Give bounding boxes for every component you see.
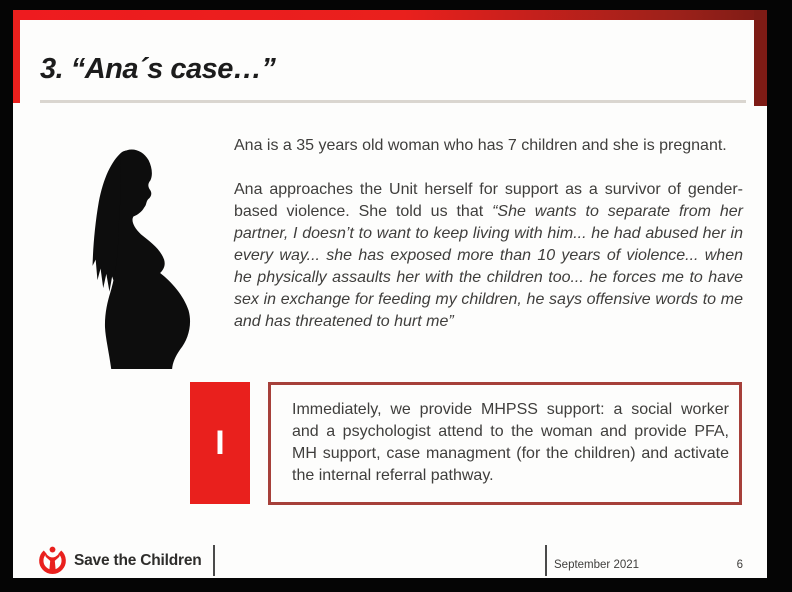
page-number: 6: [736, 559, 743, 571]
survivor-quote: “She wants to separate from her partner, I doesn’t to want to keep living with him... he had abused her in every way... she has exposed more than 10 years of violence... when he physically assaults her with the children too... he forces me to have sex in exchange for feeding my children, he says offensive words to me and has threatened to hurt me”: [234, 203, 743, 330]
slide-title: 3. “Ana´s case…”: [40, 53, 276, 85]
presentation-slide: [13, 10, 767, 578]
step-number-box: I: [190, 382, 250, 504]
title-underline: [40, 100, 746, 103]
case-details-paragraph: [234, 179, 743, 333]
case-description: [234, 135, 743, 333]
footer-date: September 2021: [554, 559, 640, 571]
footer-divider-left: [213, 545, 215, 576]
pregnant-woman-silhouette-image: [65, 123, 225, 375]
top-red-bar: [13, 10, 767, 20]
save-the-children-logo-icon: [37, 544, 68, 575]
left-red-stripe: [13, 10, 20, 103]
footer-divider-right: [545, 545, 547, 576]
save-the-children-wordmark: Save the Children: [74, 552, 202, 569]
case-details-lead: Ana approaches the Unit herself for support as a survivor of gender-based violence. She told us that: [234, 181, 743, 220]
right-red-bar: [754, 10, 767, 106]
response-callout-box: [268, 382, 742, 505]
case-intro-paragraph: Ana is a 35 years old woman who has 7 children and she is pregnant.: [234, 137, 727, 154]
response-callout-text: Immediately, we provide MHPSS support: a social worker and a psychologist attend to the woman and provide PFA, MH support, case managment (for the children) and activate the internal referral pathway.: [292, 401, 729, 484]
